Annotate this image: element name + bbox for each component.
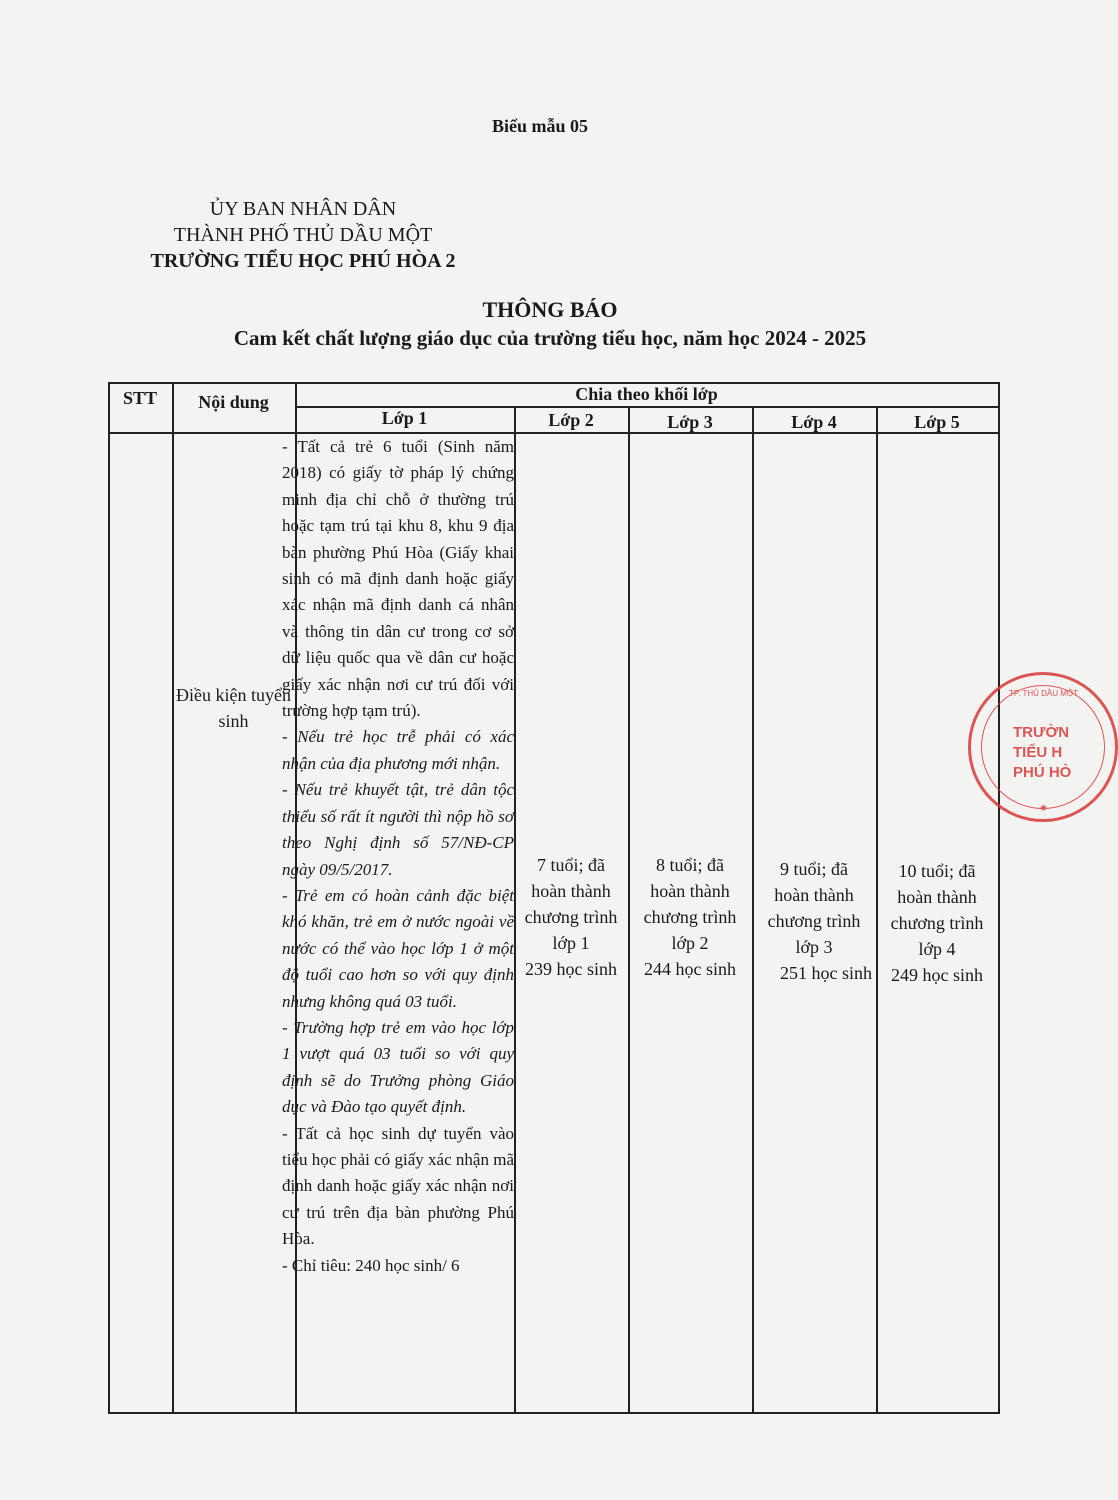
header-grade-2: Lớp 2: [548, 410, 594, 430]
seal-line: TIỂU H: [1013, 744, 1063, 761]
grade-2-count: 239 học sinh: [525, 959, 617, 979]
seal-center-text: [1013, 723, 1071, 783]
agency-line-1: ỦY BAN NHÂN DÂN: [209, 198, 397, 220]
grade-4-count: 251 học sinh: [780, 963, 872, 983]
grade-3-line: 8 tuổi; đã: [656, 855, 724, 875]
document-title: [160, 296, 940, 352]
grade-5-count: 249 học sinh: [891, 965, 983, 985]
grade-2-line: hoàn thành: [531, 881, 611, 901]
school-name: TRƯỜNG TIỂU HỌC PHÚ HÒA 2: [150, 250, 456, 272]
grade-4-line: chương trình: [767, 911, 861, 931]
grade-3-line: hoàn thành: [650, 881, 730, 901]
grade-5-line: 10 tuổi; đã: [898, 861, 976, 881]
grade-5-condition: [876, 858, 998, 988]
table-border-bottom: [108, 1412, 1000, 1414]
grade-1-item: - Nếu trẻ khuyết tật, trẻ dân tộc thiểu số rất ít người thì nộp hồ sơ theo Nghị định số 57/NĐ-CP ngày 09/5/2017.: [282, 780, 514, 879]
school-seal: [968, 672, 1118, 822]
header-stt: STT: [122, 388, 158, 408]
title-subtitle: Cam kết chất lượng giáo dục của trường tiểu học, năm học 2024 - 2025: [233, 326, 867, 350]
issuing-agency: [128, 196, 478, 274]
grade-2-line: lớp 1: [552, 933, 590, 953]
header-grade-1: Lớp 1: [381, 408, 428, 428]
header-grade-group: Chia theo khối lớp: [575, 384, 718, 404]
header-grade-4: Lớp 4: [791, 412, 837, 432]
seal-line: PHÚ HÒ: [1013, 764, 1072, 781]
form-number: Biểu mẫu 05: [492, 116, 589, 136]
grade-5-line: chương trình: [890, 913, 984, 933]
grade-4-line: 9 tuổi; đã: [780, 859, 848, 879]
grade-3-condition: [628, 852, 752, 982]
grade-2-line: 7 tuổi; đã: [537, 855, 605, 875]
grade-1-item: - Chỉ tiêu: 240 học sinh/ 6: [282, 1255, 460, 1275]
header-grade-3: Lớp 3: [667, 412, 713, 432]
grade-1-item: - Nếu trẻ học trễ phải có xác nhận của địa phương mới nhận.: [282, 727, 514, 773]
commitment-table: [108, 382, 1000, 1414]
agency-line-2: THÀNH PHỐ THỦ DẦU MỘT: [173, 224, 433, 246]
grade-1-item: - Trường hợp trẻ em vào học lớp 1 vượt quá 03 tuổi so với quy định sẽ do Trưởng phòng Giáo dục và Đào tạo quyết định.: [282, 1017, 514, 1117]
grade-1-item: - Tất cả trẻ 6 tuổi (Sinh năm 2018) có giấy tờ pháp lý chứng minh địa chỉ chỗ ở thường trú hoặc tạm trú tại khu 8, khu 9 địa bàn phường Phú Hòa (Giấy khai sinh có mã định danh hoặc giấy xác nhận mã định danh cá nhân và thông tin dân cư trong cơ sở dữ liệu quốc qua về dân cư hoặc giấy xác nhận nơi cư trú đối với trường hợp tạm trú).: [282, 437, 514, 721]
grade-3-count: 244 học sinh: [644, 959, 736, 979]
seal-star-icon: ★: [1039, 803, 1048, 814]
grade-1-item: - Tất cả học sinh dự tuyển vào tiểu học phải có giấy xác nhận mã định danh hoặc giấy xác nhận nơi cư trú trên địa bàn phường Phú Hòa.: [282, 1123, 514, 1249]
grade-3-line: chương trình: [643, 907, 737, 927]
header-content: Nội dung: [198, 392, 269, 412]
table-border-right: [998, 382, 1000, 1414]
grade-5-line: hoàn thành: [897, 887, 977, 907]
grade-4-line: lớp 3: [795, 937, 833, 957]
table-border-left: [108, 382, 110, 1414]
seal-rim-text: TP. THỦ DẦU MỘT: [1009, 689, 1079, 698]
row-label-admission: Điều kiện tuyển sinh: [176, 685, 291, 731]
grade-1-requirements: [282, 434, 514, 1279]
title-main: THÔNG BÁO: [482, 297, 618, 322]
header-grade-5: Lớp 5: [914, 412, 960, 432]
grade-4-condition: [752, 856, 876, 986]
col-line-stt: [172, 382, 174, 1414]
seal-line: TRƯỜN: [1013, 724, 1070, 741]
grade-1-item: - Trẻ em có hoàn cảnh đặc biệt khó khăn, trẻ em ở nước ngoài về nước có thể vào học lớp 1 ở một độ tuổi cao hơn so với quy định nhưng không quá 03 tuổi.: [282, 885, 514, 1011]
grade-3-line: lớp 2: [671, 933, 709, 953]
grade-2-condition: [514, 852, 628, 982]
grade-5-line: lớp 4: [918, 939, 956, 959]
grade-4-line: hoàn thành: [774, 885, 854, 905]
grade-2-line: chương trình: [524, 907, 618, 927]
